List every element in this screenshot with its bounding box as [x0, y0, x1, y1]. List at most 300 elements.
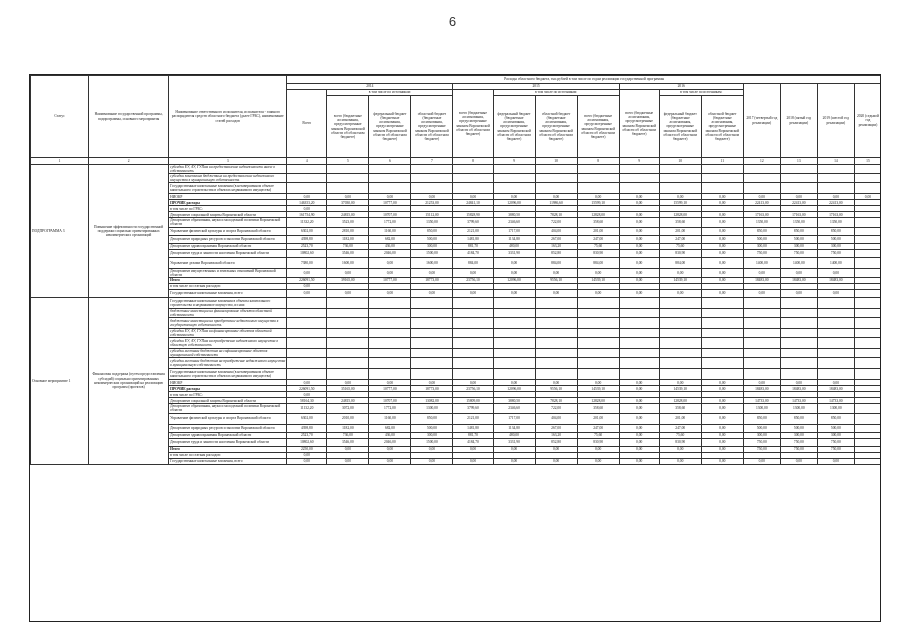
cell-value: 0,00 [817, 194, 854, 200]
cell-value: 35165,00 [327, 386, 369, 392]
cell-value [780, 369, 817, 380]
cell-value [780, 174, 817, 183]
row-label: в том числе по ГРБС: [169, 392, 287, 398]
cell-value: 0,00 [659, 446, 701, 452]
cell-value: 0,00 [701, 235, 743, 243]
cell-value [453, 328, 493, 337]
row-label: субсидии ЕУ, АУ, ГУПам на финансирование объектов областной собственности [169, 328, 287, 337]
cell-value [659, 174, 701, 183]
row-label: Государственные капитальные вложения в объекты капитального строительства и недвижимое имущество, из них: [169, 297, 287, 308]
cell-value [854, 218, 881, 227]
cell-value: 12096,00 [493, 277, 535, 283]
cell-value [493, 338, 535, 349]
cell-value: 750,00 [743, 249, 780, 257]
cell-value: 14539,10 [577, 277, 619, 283]
cell-value [287, 349, 327, 358]
row-status: Основное мероприятие 1 [31, 297, 89, 464]
row-label: Департамент здравоохранения Воронежской области [169, 432, 287, 438]
cell-value: 0,00 [619, 404, 659, 413]
row-program-name: Повышение эффективности государственной поддержки социально ориентированных некоммерческих организаций [89, 165, 169, 298]
cell-value: 3331,90 [493, 249, 535, 257]
cell-value [780, 308, 817, 317]
cell-value: 0,00 [619, 398, 659, 404]
cell-value: 300,00 [817, 243, 854, 249]
cell-value: 0,00 [659, 194, 701, 200]
cell-value [854, 257, 881, 268]
cell-value [701, 349, 743, 358]
cell-value [577, 308, 619, 317]
cell-value: 14539,10 [659, 277, 701, 283]
cell-value: 881,70 [453, 243, 493, 249]
cell-value: 750,00 [817, 249, 854, 257]
cell-value [369, 183, 411, 194]
cell-value [411, 358, 453, 369]
cell-value: 10707,00 [369, 398, 411, 404]
cell-value: 0,00 [327, 446, 369, 452]
cell-value: 0,00 [619, 194, 659, 200]
cell-value [453, 338, 493, 349]
cell-value [577, 165, 619, 174]
cell-value: 0,00 [619, 200, 659, 206]
cell-value: 500,00 [743, 424, 780, 432]
cell-value: 17163,00 [780, 212, 817, 218]
cell-value [535, 183, 577, 194]
cell-value [287, 338, 327, 349]
cell-value [619, 183, 659, 194]
cell-value: 0,00 [701, 424, 743, 432]
cell-value: 14733,00 [817, 398, 854, 404]
cell-value [577, 317, 619, 328]
cell-value [854, 289, 881, 297]
cell-value [854, 413, 881, 424]
cell-value [743, 308, 780, 317]
cell-value: 0,00 [619, 277, 659, 283]
header-incl-2016: в том числе по источникам: [659, 90, 743, 96]
cell-value: 10707,00 [369, 212, 411, 218]
header-own-2016: всего (бюджетные ассигнования, предусмотренные законом Воронежской области об областном бюджете) [619, 90, 659, 158]
cell-value: 3880,50 [493, 398, 535, 404]
cell-value: 12828,00 [577, 398, 619, 404]
cell-value [369, 308, 411, 317]
cell-value [743, 349, 780, 358]
row-label: Департамент здравоохранения Воронежской области [169, 243, 287, 249]
cell-value [854, 297, 881, 308]
cell-value: 10777,00 [369, 200, 411, 206]
cell-value [817, 308, 854, 317]
cell-value: 1481,80 [453, 424, 493, 432]
cell-value [369, 165, 411, 174]
cell-value [287, 183, 327, 194]
cell-value: 722,00 [535, 218, 577, 227]
cell-value [577, 174, 619, 183]
row-label: бюджетные инвестиции на финансирование объектов областной собственности [169, 308, 287, 317]
row-label: Государственные капитальные вложения, всего [169, 458, 287, 464]
cell-value: 850,00 [411, 227, 453, 235]
cell-value [817, 328, 854, 337]
cell-value: 58164,30 [287, 398, 327, 404]
column-number-row [31, 158, 882, 165]
cell-value [743, 183, 780, 194]
cell-value: 300,00 [411, 243, 453, 249]
cell-value: 750,00 [743, 446, 780, 452]
cell-value [369, 349, 411, 358]
cell-value [577, 349, 619, 358]
cell-value: 1500,00 [411, 438, 453, 446]
cell-value: 0,00 [701, 458, 743, 464]
cell-value [369, 174, 411, 183]
header-2014: 2014 [287, 84, 453, 90]
cell-value [743, 297, 780, 308]
cell-value: 850,00 [411, 413, 453, 424]
cell-value [535, 328, 577, 337]
cell-value [535, 308, 577, 317]
cell-value [619, 358, 659, 369]
cell-value [701, 308, 743, 317]
table-row [31, 297, 882, 308]
cell-value: 1300,00 [743, 404, 780, 413]
cell-value: 3523,00 [327, 218, 369, 227]
cell-value: 500,00 [411, 424, 453, 432]
column-number: 14 [817, 158, 854, 165]
header-fed-2014: федеральный бюджет (бюджетные ассигнования, предусмотренные законом Воронежской области об областном бюджете) [369, 96, 411, 158]
cell-value [493, 183, 535, 194]
cell-value [287, 328, 327, 337]
cell-value: 404,00 [535, 227, 577, 235]
cell-value [411, 338, 453, 349]
header-own-2015: всего (бюджетные ассигнования, предусмотренные законом Воронежской области об областном бюджете) [453, 90, 493, 158]
cell-value [327, 349, 369, 358]
row-label: Департамент образования, науки и молодежной политики Воронежской области [169, 404, 287, 413]
cell-value: 247,00 [577, 424, 619, 432]
column-number: 2 [89, 158, 169, 165]
cell-value: 830,90 [577, 249, 619, 257]
cell-value [619, 338, 659, 349]
cell-value: 0,00 [701, 289, 743, 297]
header-own2-2015: всего (бюджетные ассигнования, предусмотренные законом Воронежской области об областном бюджете) [577, 96, 619, 158]
cell-value [701, 183, 743, 194]
row-label: Управление физической культуры и спорта Воронежской области [169, 227, 287, 235]
cell-value: 7828,10 [535, 398, 577, 404]
cell-value [701, 165, 743, 174]
cell-value: 750,00 [817, 438, 854, 446]
header-2018: 2018 (пятый год реализации) [780, 84, 817, 158]
cell-value: 436,00 [369, 243, 411, 249]
cell-value: 0,00 [701, 386, 743, 392]
cell-value: 884,00 [453, 257, 493, 268]
header-obl-2014: областной бюджет (бюджетные ассигнования, предусмотренные законом Воронежской области об областном бюджете) [411, 96, 453, 158]
column-number: 11 [701, 158, 743, 165]
cell-value [743, 369, 780, 380]
cell-value: 0,00 [411, 380, 453, 386]
cell-value: 750,00 [780, 446, 817, 452]
cell-value: 0,00 [327, 194, 369, 200]
cell-value: 0,00 [287, 194, 327, 200]
cell-value: 750,00 [743, 438, 780, 446]
cell-value: 722,00 [535, 404, 577, 413]
cell-value: 0,00 [577, 268, 619, 277]
cell-value [854, 268, 881, 277]
cell-value: 0,00 [535, 446, 577, 452]
cell-value: 4184,70 [453, 249, 493, 257]
cell-value: 0,00 [619, 235, 659, 243]
cell-value: 750,00 [780, 438, 817, 446]
cell-value: 0,00 [701, 257, 743, 268]
cell-value: 10802,60 [287, 249, 327, 257]
cell-value: 1300,00 [780, 404, 817, 413]
row-label: НИОКР [169, 194, 287, 200]
cell-value [854, 424, 881, 432]
cell-value [327, 317, 369, 328]
cell-value [411, 183, 453, 194]
cell-value: 247,00 [577, 235, 619, 243]
header-program: Наименование государственной программы, подпрограммы, основного мероприятия [89, 76, 169, 158]
cell-value: 0,00 [327, 458, 369, 464]
cell-value [780, 165, 817, 174]
cell-value: 0,00 [659, 380, 701, 386]
cell-value: 0,00 [619, 424, 659, 432]
cell-value: 15599,10 [659, 200, 701, 206]
cell-value: 0,00 [327, 289, 369, 297]
cell-value: 0,00 [577, 194, 619, 200]
cell-value [701, 174, 743, 183]
cell-value: 0,00 [619, 227, 659, 235]
column-number: 3 [169, 158, 287, 165]
cell-value: 0,00 [743, 194, 780, 200]
cell-value [327, 165, 369, 174]
cell-value: 0,00 [701, 380, 743, 386]
cell-value: 0,00 [701, 398, 743, 404]
cell-value [780, 297, 817, 308]
column-number: 8 [577, 158, 619, 165]
cell-value: 0,00 [619, 289, 659, 297]
cell-value [817, 297, 854, 308]
cell-value: 24841,10 [453, 200, 493, 206]
cell-value: 14539,10 [577, 386, 619, 392]
row-label: в том числе по статьям расходов: [169, 283, 287, 289]
cell-value: 0,00 [619, 413, 659, 424]
header-2015: 2015 [453, 84, 619, 90]
cell-value: 17163,00 [817, 212, 854, 218]
cell-value: 0,00 [780, 289, 817, 297]
cell-value: 1772,00 [369, 404, 411, 413]
column-number: 10 [659, 158, 701, 165]
row-label: ПРОЧИЕ расходы [169, 200, 287, 206]
cell-value [817, 349, 854, 358]
cell-value: 0,00 [619, 438, 659, 446]
cell-value [535, 165, 577, 174]
cell-value [453, 174, 493, 183]
cell-value: 750,00 [817, 446, 854, 452]
cell-value [453, 183, 493, 194]
cell-value [411, 174, 453, 183]
cell-value [780, 317, 817, 328]
cell-value: 682,00 [369, 424, 411, 432]
cell-value [327, 338, 369, 349]
cell-value: 1400,00 [780, 257, 817, 268]
cell-value: 1350,00 [780, 218, 817, 227]
cell-value: 0,00 [369, 458, 411, 464]
header-incl-2014: в том числе по источникам: [327, 90, 453, 96]
cell-value [743, 165, 780, 174]
cell-value: 75,60 [659, 243, 701, 249]
cell-value: 226091,50 [287, 386, 327, 392]
cell-value: 358,60 [659, 404, 701, 413]
cell-value [854, 438, 881, 446]
cell-value: 3331,90 [493, 438, 535, 446]
cell-value: 0,00 [780, 194, 817, 200]
cell-value [453, 358, 493, 369]
cell-value [493, 297, 535, 308]
cell-value: 1717,00 [493, 413, 535, 424]
cell-value: 682,00 [369, 235, 411, 243]
cell-value: 884,00 [659, 257, 701, 268]
cell-value: 11332,20 [287, 218, 327, 227]
cell-value: 0,00 [535, 268, 577, 277]
cell-value [619, 369, 659, 380]
cell-value [577, 297, 619, 308]
cell-value: 1300,00 [817, 404, 854, 413]
cell-value: 3799,60 [453, 404, 493, 413]
cell-value: 0,00 [701, 432, 743, 438]
cell-value: 0,00 [535, 289, 577, 297]
cell-value: 0,00 [287, 452, 327, 458]
expense-table [30, 75, 881, 465]
cell-value: 358,60 [659, 218, 701, 227]
cell-value [327, 358, 369, 369]
cell-value [659, 328, 701, 337]
cell-value [743, 317, 780, 328]
cell-value: 480,00 [493, 432, 535, 438]
cell-value [659, 317, 701, 328]
cell-value: 2046,00 [369, 249, 411, 257]
column-number: 15 [854, 158, 881, 165]
cell-value [817, 174, 854, 183]
column-number: 8 [453, 158, 493, 165]
cell-value: 830,90 [659, 249, 701, 257]
cell-value: 0,00 [327, 268, 369, 277]
cell-value [369, 297, 411, 308]
cell-value: 0,00 [817, 268, 854, 277]
cell-value [453, 369, 493, 380]
cell-value [780, 183, 817, 194]
cell-value: 7828,10 [535, 212, 577, 218]
cell-value: 884,00 [577, 257, 619, 268]
cell-value: 0,00 [327, 380, 369, 386]
cell-value [535, 174, 577, 183]
cell-value: 500,00 [780, 424, 817, 432]
cell-value: 884,00 [535, 257, 577, 268]
column-number: 13 [780, 158, 817, 165]
cell-value [854, 308, 881, 317]
row-label: Департамент природных ресурсов и экологии Воронежской области [169, 424, 287, 432]
cell-value: 0,00 [743, 289, 780, 297]
cell-value: 201,00 [659, 413, 701, 424]
cell-value: 0,00 [619, 212, 659, 218]
cell-value: 15809,00 [453, 398, 493, 404]
cell-value: 850,00 [743, 227, 780, 235]
cell-value [743, 328, 780, 337]
cell-value: 18483,00 [817, 386, 854, 392]
cell-value: 500,00 [817, 235, 854, 243]
row-label: субсидии ЕУ, АУ, ГУПам на предоставление недвижимости иначе в собственность [169, 165, 287, 174]
cell-value [854, 358, 881, 369]
cell-value: 4398,80 [287, 424, 327, 432]
cell-value [854, 235, 881, 243]
cell-value: 1134,80 [493, 235, 535, 243]
cell-value: 0,00 [369, 194, 411, 200]
cell-value: 0,00 [701, 413, 743, 424]
cell-value [619, 165, 659, 174]
cell-value: 12828,00 [659, 398, 701, 404]
cell-value: 18483,00 [780, 386, 817, 392]
cell-value: 0,00 [817, 289, 854, 297]
cell-value: 0,00 [780, 458, 817, 464]
cell-value [369, 358, 411, 369]
cell-value [535, 369, 577, 380]
cell-value: 2046,00 [369, 438, 411, 446]
cell-value [327, 308, 369, 317]
row-label: в том числе по статьям расходов: [169, 452, 287, 458]
cell-value [854, 249, 881, 257]
cell-value: 201,00 [659, 227, 701, 235]
cell-value [701, 328, 743, 337]
cell-value: 0,00 [411, 446, 453, 452]
cell-value: 0,00 [411, 268, 453, 277]
cell-value [854, 174, 881, 183]
row-label: Государственные капитальные вложения, всего [169, 289, 287, 297]
cell-value [701, 338, 743, 349]
cell-value: 300,00 [780, 432, 817, 438]
cell-value [453, 297, 493, 308]
cell-value [619, 349, 659, 358]
expense-table-sheet [29, 74, 881, 622]
cell-value [854, 404, 881, 413]
cell-value: 0,00 [780, 268, 817, 277]
row-label: Управление делами Воронежской области [169, 257, 287, 268]
cell-value: 500,00 [817, 424, 854, 432]
cell-value: 0,00 [701, 268, 743, 277]
cell-value: 0,00 [535, 380, 577, 386]
cell-value: 24815,00 [327, 212, 369, 218]
cell-value: 2121,00 [453, 227, 493, 235]
cell-value: 0,00 [701, 438, 743, 446]
cell-value [493, 358, 535, 369]
cell-value: 1160,00 [369, 413, 411, 424]
cell-value [817, 338, 854, 349]
cell-value: 0,00 [287, 283, 327, 289]
cell-value: 3546,00 [327, 438, 369, 446]
cell-value: 226091,50 [287, 277, 327, 283]
column-number: 4 [287, 158, 327, 165]
cell-value: 0,00 [369, 446, 411, 452]
cell-value [743, 338, 780, 349]
header-2019: 2019 (шестой год реализации) [817, 84, 854, 158]
cell-value: 0,00 [369, 268, 411, 277]
cell-value: 0,00 [701, 218, 743, 227]
cell-value [411, 165, 453, 174]
cell-value: 0,00 [287, 289, 327, 297]
cell-value: 2523,70 [287, 432, 327, 438]
row-label: Департамент имущественных и земельных отношений Воронежской области [169, 268, 287, 277]
cell-value: 0,00 [701, 200, 743, 206]
cell-value [535, 297, 577, 308]
cell-value [817, 183, 854, 194]
cell-value: 18483,00 [817, 277, 854, 283]
cell-value: 358,60 [577, 404, 619, 413]
cell-value [659, 369, 701, 380]
cell-value: 247,00 [659, 424, 701, 432]
row-label: субсидии местным бюджетам на софинансирование объектов муниципальной собственности [169, 349, 287, 358]
